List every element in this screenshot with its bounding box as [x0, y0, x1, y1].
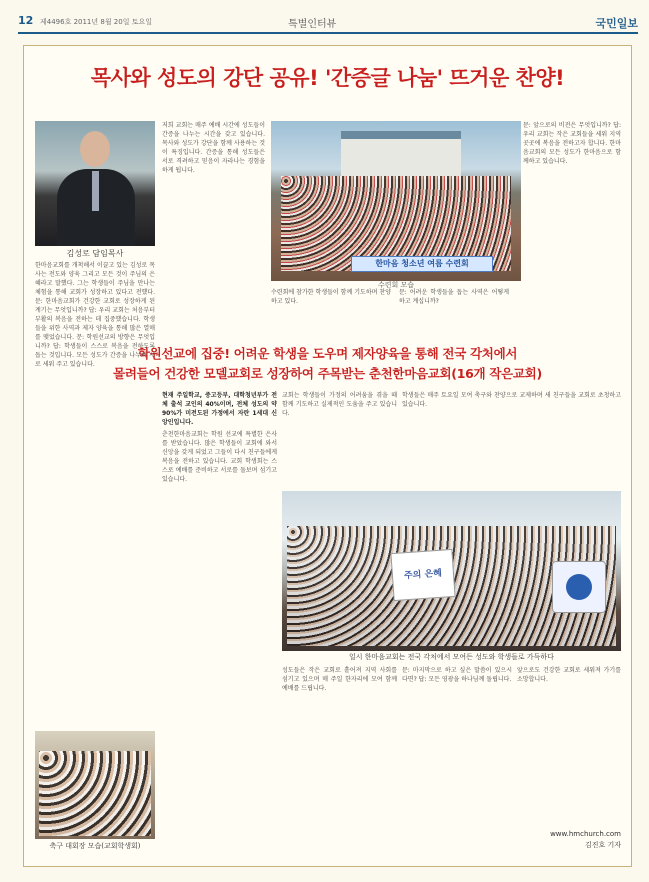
pastor-head — [80, 131, 110, 167]
kids-caption: 축구 대회장 모습(교회학생회) — [49, 842, 141, 850]
youth-retreat-photo — [271, 121, 521, 281]
kids-group — [39, 751, 151, 836]
church-building — [341, 131, 461, 179]
article-frame — [23, 45, 632, 867]
rally-sign: 주의 은혜 — [390, 549, 455, 601]
youth-banner: 한마음 청소년 여름 수련회 — [351, 256, 493, 272]
pastor-photo — [35, 121, 155, 246]
pastor-caption: 김성로 담임목사 — [66, 249, 124, 258]
kids-photo — [35, 731, 155, 839]
body-column-5: 문: 앞으로의 비전은 무엇입니까? 답: 우리 교회는 작은 교회들을 세워 지역 곳곳에 복음을 전하고자 합니다. 한마음교회의 모든 성도가 한마음으로 함께하고 있습니다. — [523, 122, 621, 165]
body-column-3: 수련회에 참가한 학생들이 함께 기도하며 찬양하고 있다. — [271, 289, 391, 305]
page-header — [18, 12, 638, 34]
pastor-tie — [92, 171, 99, 211]
subheadline-1: 학원선교에 집중! 어려운 학생을 도우며 제자양육을 통해 전국 각처에서 — [137, 346, 518, 361]
body-column-11: 학생들은 매주 토요일 모여 축구와 찬양으로 교제하며 새 친구들을 교회로 초청하고 있습니다. — [402, 392, 621, 408]
issue-line: 제4496호 2011년 8월 20일 토요일 — [40, 18, 152, 26]
subheadline-2: 몰려들어 건강한 모델교회로 성장하여 주목받는 춘천한마음교회(16개 작은교회) — [113, 366, 542, 381]
rally-caption: 일시 한마음교회는 전국 각처에서 모여든 성도와 학생들로 가득하다 — [349, 653, 554, 661]
body-column-8: 성도들은 작은 교회로 흩어져 지역 사회를 섬기고 있으며 매 주일 한자리에 모여 함께 예배를 드립니다. — [282, 667, 397, 692]
body-column-4: 문: 어려운 학생들을 돕는 사역은 어떻게 하고 계십니까? — [399, 289, 509, 305]
body-column-9: 문: 마지막으로 하고 싶은 말씀이 있으시다면? 답: 모든 영광을 하나님께 돌립니다. — [402, 667, 512, 683]
globe-sign — [552, 561, 606, 613]
body-column-6: 현재 주일학교, 중고등부, 대학청년부가 전체 출석 교인의 40%이며, 전체 성도의 약 90%가 미전도된 가정에서 자란 1세대 신앙인입니다. 춘천한마음교회는 학원 선교에 특별한 은사를 받았습니다. 많은 학생들이 교회에 와서 신앙을 갖게 되었고 그들이 다시 친구들에게 복음을 전하고 있습니다. 교회 학생회는 스스로 예배를 준비하고 서로를 돌보며 섬기고 있습니다. — [162, 392, 277, 483]
body-column-10: 앞으로도 건강한 교회로 세워져 가기를 소망합니다. — [517, 667, 621, 683]
rally-photo — [282, 491, 621, 651]
page-number: 12 — [18, 14, 34, 27]
body-column-1: 한마음교회를 개척해서 이끌고 있는 김성로 목사는 전도와 양육 그리고 모든 것이 주님의 은혜라고 말했다. 그는 학생들이 주님을 만나는 체험을 통해 교회가 성장하고 있다고 전했다. 문: 한마음교회가 건강한 교회로 성장하게 된 계기는 무엇입니까? 답: 우리 교회는 처음부터 부활의 복음을 전하는 데 집중했습니다. 학생들을 위한 사역과 제자 양육을 통해 많은 열매를 맺었습니다. 문: 학원선교의 방향은 무엇입니까? 답: 학생들이 스스로 복음을 전하도록 돕는 것입니다. 모든 성도가 간증을 나누며 서로 세워 주고 있습니다. — [35, 262, 155, 368]
church-website: www.hmchurch.com — [550, 830, 621, 838]
reporter-byline: 김진호 기자 — [584, 841, 621, 849]
section-title: 특별인터뷰 — [288, 19, 337, 30]
headline: 목사와 성도의 강단 공유! '간증글 나눔' 뜨거운 찬양! — [90, 66, 565, 90]
youth-caption: 수련회 모습 — [377, 281, 415, 289]
body-column-7: 교회는 학생들이 가정의 어려움을 겪을 때 함께 기도하고 실제적인 도움을 주고 있습니다. — [282, 392, 397, 417]
body-column-2: 저희 교회는 매주 예배 시간에 성도들이 간증을 나누는 시간을 갖고 있습니다. 목사와 성도가 강단을 함께 사용하는 것이 특징입니다. 간증을 통해 성도들은 서로 격려하고 믿음이 자라나는 경험을 하게 됩니다. — [162, 122, 265, 174]
globe-icon — [566, 574, 592, 600]
paper-name: 국민일보 — [595, 17, 638, 30]
